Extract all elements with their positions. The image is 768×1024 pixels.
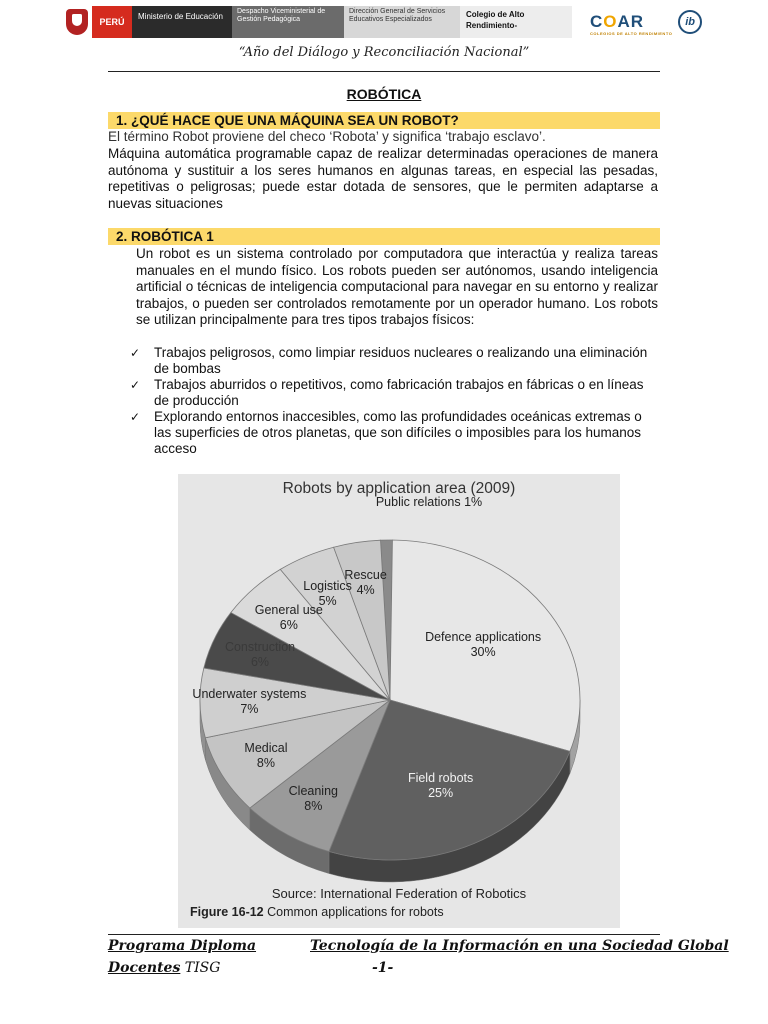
slice-label-public-relations: Public relations 1% (375, 495, 483, 510)
logo-area (572, 6, 728, 38)
despacho-label: Despacho Viceministerial de Gestión Pedagógica (232, 6, 344, 38)
figure-caption (190, 905, 444, 919)
section-2-paragraph: Un robot es un sistema controlado por computadora que interactúa y realiza tareas manuales en el mundo físico. Los robots pueden ser autónomos, usando inteligencia artificial o técnicas de inteligencia computacional para navegar en su entorno y realizar trabajos, o pueden ser controlados remotamente por un operador humano. Los robots se utilizan principalmente para tres tipos trabajos físicos: (136, 246, 658, 327)
ministerio-label: Ministerio de Educación (132, 6, 232, 38)
list-item-text: Explorando entornos inaccesibles, como las profundidades oceánicas extremas o las superficies de otros planetas, que son difíciles o imposibles para los humanos acceso (154, 409, 642, 456)
section-2-heading: 2. ROBÓTICA 1 (108, 228, 660, 245)
footer-tisg: TISG (180, 960, 221, 976)
page-title: ROBÓTICA (346, 86, 422, 102)
direccion-label: Dirección General de Servicios Educativos Especializados (344, 6, 460, 38)
year-motto: “Año del Diálogo y Reconciliación Nacional” (238, 45, 530, 60)
section-1-paragraph: Máquina automática programable capaz de realizar determinadas operaciones de manera autónoma y sustituir a los seres humanos en algunas tareas, en especial las pesadas, repetitivas o peligrosas; puede estar dotada de sensores, que le permiten adaptarse a nuevas situaciones (108, 146, 658, 211)
section-1-heading: 1. ¿QUÉ HACE QUE UNA MÁQUINA SEA UN ROBOT? (108, 112, 660, 129)
header-banner (62, 6, 728, 38)
footer-docentes (108, 960, 220, 976)
coar-tagline: COLEGIOS DE ALTO RENDIMIENTO (590, 31, 673, 36)
checkmark-icon: ✓ (130, 378, 141, 392)
coat-of-arms-icon (62, 6, 92, 38)
coar-sun-icon: O (603, 12, 618, 31)
colegio-label: Colegio de Alto Rendimiento- (460, 6, 572, 38)
slice-label-underwater-systems: Underwater systems 7% (192, 687, 307, 717)
slice-label-logistics: Logistics 5% (303, 578, 352, 608)
figure-caption-text: Common applications for robots (263, 905, 444, 919)
checkmark-icon: ✓ (130, 346, 141, 360)
slice-label-construction: Construction 6% (224, 640, 296, 669)
checkmark-icon: ✓ (130, 410, 141, 424)
coar-letters-ar: AR (617, 12, 645, 31)
pie-chart-figure (178, 474, 620, 928)
footer-program: Programa Diploma (108, 938, 257, 954)
list-item (130, 409, 660, 457)
footer-course: Tecnología de la Información en una Sociedad Global (310, 938, 729, 954)
slice-label-medical: Medical 8% (244, 740, 288, 770)
slice-label-rescue: Rescue 4% (344, 568, 387, 598)
ib-logo: ib (678, 10, 702, 34)
chart-source: Source: International Federation of Robotics (271, 886, 527, 901)
list-item (130, 377, 660, 409)
list-item-text: Trabajos aburridos o repetitivos, como fabricación trabajos en fábricas o en líneas de producción (154, 377, 644, 408)
chart-title: Robots by application area (2009) (282, 480, 516, 497)
header-divider (108, 71, 660, 72)
page-number: -1- (372, 960, 394, 976)
slice-label-defence-applications: Defence applications 30% (425, 629, 542, 659)
section-1-intro: El término Robot proviene del checo ‘Robota’ y significa ‘trabajo esclavo’. (108, 129, 546, 144)
footer-divider (108, 934, 660, 935)
footer-docentes-label: Docentes (108, 960, 181, 976)
list-item (130, 345, 660, 377)
slice-label-general-use: General use 6% (254, 602, 323, 632)
work-types-list (130, 345, 660, 457)
coar-logo (590, 12, 673, 36)
list-item-text: Trabajos peligrosos, como limpiar residuos nucleares o realizando una eliminación de bombas (154, 345, 648, 376)
figure-number: Figure 16-12 (190, 905, 264, 919)
slice-label-cleaning: Cleaning 8% (288, 784, 338, 814)
slice-label-field-robots: Field robots 25% (407, 771, 474, 801)
peru-logo: PERÚ (92, 6, 132, 38)
coar-letter-c: C (590, 12, 604, 31)
